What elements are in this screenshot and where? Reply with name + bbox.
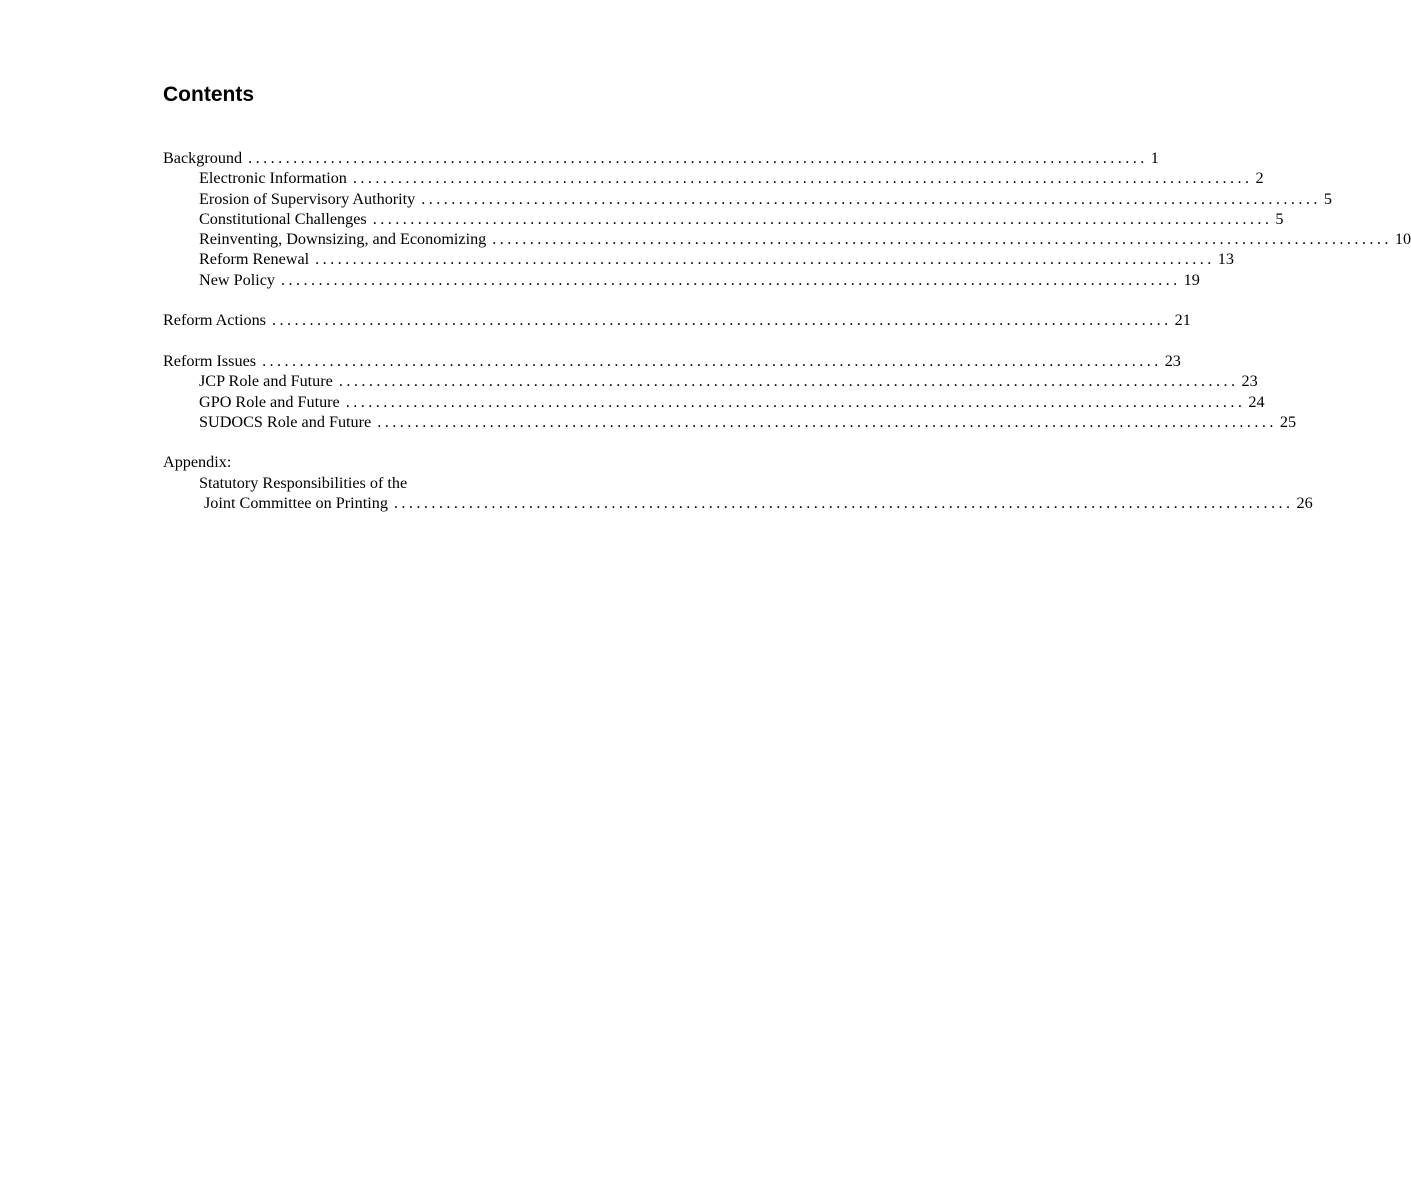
page-title: Contents [163, 83, 254, 106]
dot-leader: ........................................................................................................................ [262, 351, 1162, 370]
toc-entry[interactable] [163, 148, 1159, 168]
toc-entry-label: Reform Actions [163, 311, 266, 330]
toc-entry-label: Statutory Responsibilities of the [199, 473, 408, 492]
toc-entry-label: Erosion of Supervisory Authority [199, 189, 416, 208]
dot-leader: ........................................................................................................................ [352, 169, 1253, 188]
dot-leader: ........................................................................................................................ [377, 412, 1277, 431]
toc-entry[interactable] [163, 189, 1332, 209]
toc-entry[interactable] [163, 310, 1191, 330]
toc-entry-label: Background [163, 149, 243, 167]
toc-entry[interactable] [163, 412, 1297, 432]
toc-entry-label: Reform Renewal [199, 250, 310, 269]
dot-leader: ........................................................................................................................ [271, 311, 1172, 330]
toc-section-reform-issues [163, 351, 1297, 432]
toc-entry-label: New Policy [199, 270, 275, 289]
dot-leader: ........................................................................................................................ [372, 209, 1273, 228]
dot-leader: ........................................................................................................................ [345, 392, 1246, 411]
toc-heading [163, 452, 759, 472]
toc-entry-page: 24 [1248, 392, 1265, 411]
toc-entry[interactable] [163, 392, 1265, 412]
toc-entry-page: 13 [1217, 250, 1234, 269]
toc-entry-label: Joint Committee on Printing [204, 494, 388, 513]
toc-entry-page: 10 [1394, 230, 1411, 249]
dot-leader: ........................................................................................................................ [492, 230, 1392, 249]
toc-entry[interactable] [163, 371, 1258, 391]
dot-leader: ........................................................................................................................ [393, 494, 1294, 513]
toc-entry-page: 5 [1275, 209, 1284, 228]
toc-entry-label: Reinventing, Downsizing, and Economizing [199, 230, 487, 249]
toc-entry-continued [163, 473, 759, 493]
toc-entry-label: SUDOCS Role and Future [199, 412, 372, 431]
toc-entry-label: Reform Issues [163, 351, 257, 370]
dot-leader: ........................................................................................................................ [315, 250, 1215, 269]
document-page [163, 82, 1411, 534]
toc-entry-page: 26 [1296, 494, 1313, 513]
toc-entry[interactable] [163, 168, 1264, 188]
dot-leader: ........................................................................................................................ [280, 270, 1181, 289]
toc-entry-label: Constitutional Challenges [199, 209, 367, 228]
toc-entry-page: 5 [1323, 189, 1332, 208]
toc-entry-label: GPO Role and Future [199, 392, 340, 411]
toc-entry-page: 19 [1183, 270, 1200, 289]
table-of-contents [163, 148, 1411, 513]
toc-section-background [163, 148, 1411, 290]
toc-entry-page: 2 [1255, 169, 1264, 188]
toc-entry[interactable] [163, 270, 1200, 290]
toc-entry-page: 25 [1279, 412, 1297, 431]
dot-leader: ........................................................................................................................ [338, 372, 1239, 391]
toc-entry-page: 21 [1174, 311, 1191, 330]
dot-leader: ........................................................................................................................ [421, 189, 1321, 208]
toc-entry-label: Appendix: [163, 453, 232, 472]
toc-entry[interactable] [163, 249, 1234, 269]
toc-entry[interactable] [163, 209, 1284, 229]
toc-entry-label: Electronic Information [199, 169, 347, 188]
toc-entry-page: 1 [1150, 149, 1159, 167]
toc-entry-label: JCP Role and Future [199, 372, 333, 391]
toc-entry[interactable] [163, 351, 1181, 371]
dot-leader: ........................................................................................................................ [248, 149, 1148, 167]
toc-entry-page: 23 [1241, 372, 1258, 391]
toc-section-reform-actions [163, 310, 1191, 330]
toc-section-appendix [163, 452, 1313, 513]
toc-entry[interactable] [163, 493, 1313, 513]
toc-entry[interactable] [163, 229, 1411, 249]
toc-entry-page: 23 [1164, 351, 1181, 370]
